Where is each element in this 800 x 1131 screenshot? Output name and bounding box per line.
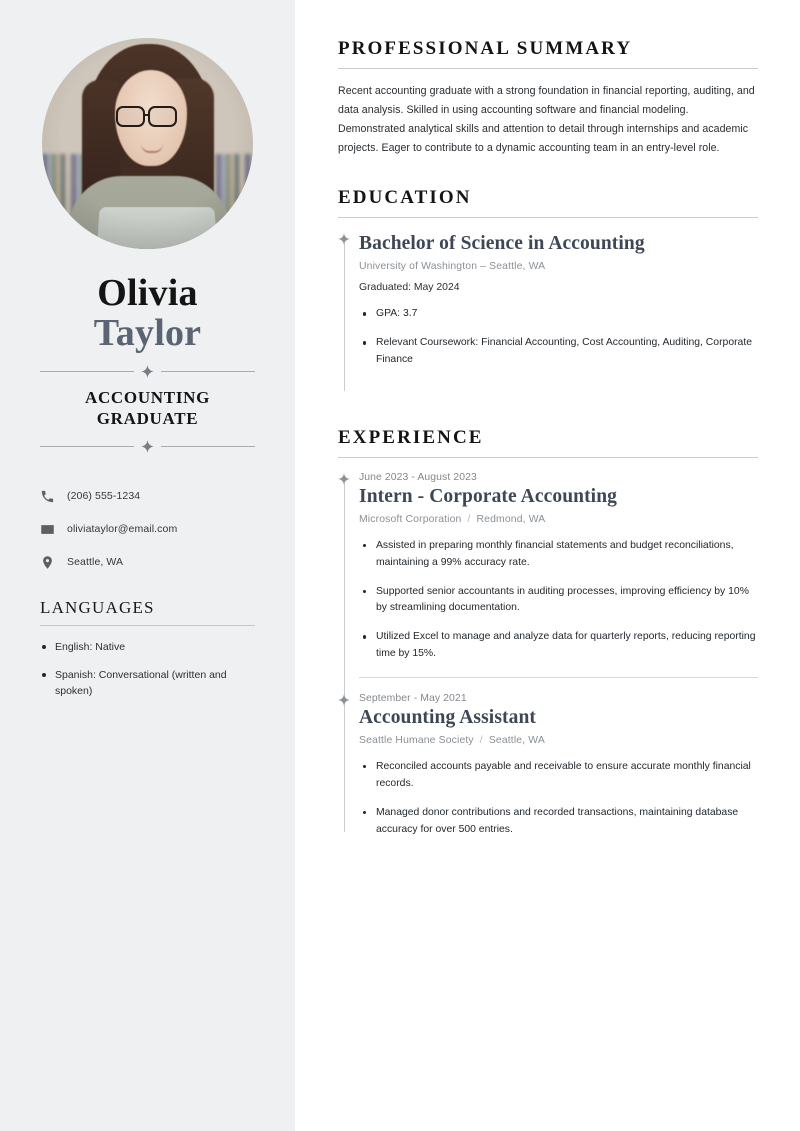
first-name: Olivia xyxy=(97,272,198,314)
main-content xyxy=(295,0,800,1131)
section-heading: EXPERIENCE xyxy=(338,426,484,448)
sparkle-icon xyxy=(338,694,350,706)
sparkle-icon xyxy=(338,233,350,245)
list-item: English: Native xyxy=(40,640,255,656)
contact-phone[interactable] xyxy=(40,489,255,504)
location-icon xyxy=(40,555,55,570)
sparkle-icon xyxy=(141,440,154,453)
email-icon xyxy=(40,522,55,537)
list-item: Utilized Excel to manage and analyze data for quarterly reports, reducing reporting time by 15%. xyxy=(359,629,758,663)
company-name: Seattle Humane Society xyxy=(359,734,474,746)
sidebar xyxy=(0,0,295,1131)
job-title-line-2: GRADUATE xyxy=(96,408,199,428)
divider-rule-right xyxy=(161,446,255,447)
candidate-name xyxy=(40,273,255,354)
section-rule xyxy=(338,457,758,458)
education-timeline xyxy=(338,232,758,397)
section-education xyxy=(338,187,758,397)
job-title xyxy=(40,387,255,429)
contact-list xyxy=(40,489,255,570)
languages-rule xyxy=(40,625,255,626)
experience-entry xyxy=(359,472,758,663)
divider-top xyxy=(40,365,255,378)
list-item: Reconciled accounts payable and receivable to ensure accurate monthly financial records. xyxy=(359,759,758,793)
education-bullets xyxy=(359,306,758,369)
school-name: University of Washington – Seattle, WA xyxy=(359,261,546,273)
contact-location[interactable] xyxy=(40,555,255,570)
separator: / xyxy=(479,734,483,746)
employment-dates: June 2023 - August 2023 xyxy=(359,471,477,483)
entry-separator xyxy=(359,677,758,678)
job-location: Redmond, WA xyxy=(476,513,546,525)
employment-dates: September - May 2021 xyxy=(359,692,467,704)
location-value: Seattle, WA xyxy=(67,556,124,569)
list-item: Spanish: Conversational (written and spoken) xyxy=(40,668,255,699)
photo-vignette xyxy=(42,38,253,249)
last-name: Taylor xyxy=(93,312,202,355)
list-item: Assisted in preparing monthly financial statements and budget reconciliations, maintaining a 99% accuracy rate. xyxy=(359,538,758,572)
divider-rule-left xyxy=(40,446,134,447)
contact-email[interactable] xyxy=(40,522,255,537)
section-rule xyxy=(338,217,758,218)
section-heading: PROFESSIONAL SUMMARY xyxy=(338,38,633,59)
experience-timeline xyxy=(338,472,758,838)
employer-line xyxy=(359,735,758,746)
separator: / xyxy=(467,513,471,525)
avatar xyxy=(42,38,253,249)
degree-title: Bachelor of Science in Accounting xyxy=(359,233,645,255)
list-item: Supported senior accountants in auditing processes, improving efficiency by 10% by streamlining documentation. xyxy=(359,584,758,618)
divider-bottom xyxy=(40,440,255,453)
sparkle-icon xyxy=(141,365,154,378)
section-professional-summary xyxy=(338,38,758,157)
job-title-line-1: ACCOUNTING xyxy=(84,387,211,407)
email-value: oliviataylor@email.com xyxy=(67,523,178,536)
education-entry xyxy=(359,232,758,397)
divider-rule-right xyxy=(161,371,255,372)
experience-bullets xyxy=(359,759,758,838)
languages-heading: LANGUAGES xyxy=(40,597,155,617)
sparkle-icon xyxy=(338,473,350,485)
graduation-date: Graduated: May 2024 xyxy=(359,282,460,294)
summary-text: Recent accounting graduate with a strong foundation in financial reporting, auditing, and data analysis. Skilled in using accounting software and financial modeling. Demonstrated analytical skills and attention to detail through internships and academic projects. Eager to contribute to a dynamic accounting team in an entry-level role. xyxy=(338,85,755,154)
list-item: Managed donor contributions and recorded transactions, maintaining database accuracy for over 500 entries. xyxy=(359,805,758,839)
job-position-title: Intern - Corporate Accounting xyxy=(359,485,617,507)
languages-list xyxy=(40,640,255,700)
list-item: GPA: 3.7 xyxy=(359,306,758,323)
employer-line xyxy=(359,514,758,525)
section-heading: EDUCATION xyxy=(338,187,472,209)
experience-entry xyxy=(359,693,758,838)
divider-rule-left xyxy=(40,371,134,372)
job-location: Seattle, WA xyxy=(488,734,545,746)
experience-bullets xyxy=(359,538,758,663)
section-experience xyxy=(338,427,758,838)
company-name: Microsoft Corporation xyxy=(359,513,462,525)
job-position-title: Accounting Assistant xyxy=(359,706,536,728)
section-rule xyxy=(338,68,758,69)
list-item: Relevant Coursework: Financial Accounting, Cost Accounting, Auditing, Corporate Finance xyxy=(359,335,758,369)
phone-value: (206) 555-1234 xyxy=(67,490,141,503)
phone-icon xyxy=(40,489,55,504)
